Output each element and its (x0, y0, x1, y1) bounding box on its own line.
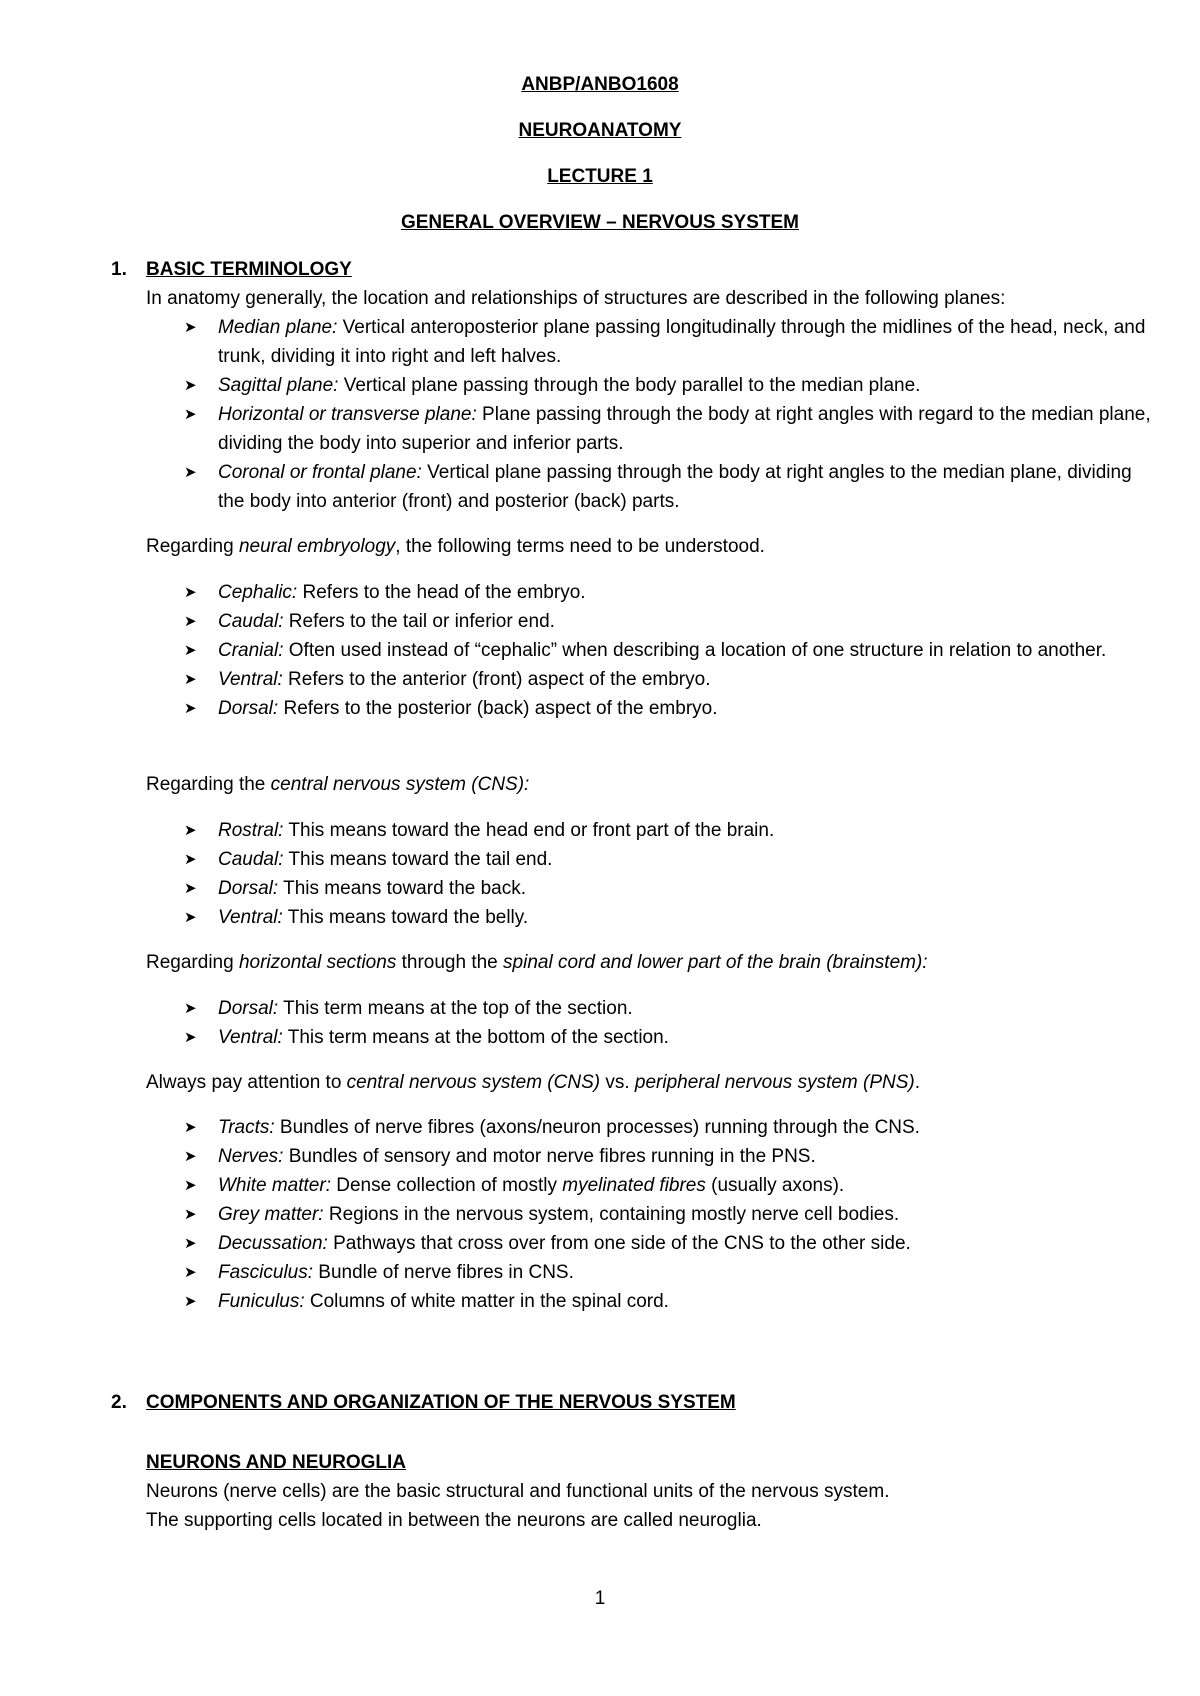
list-item (146, 1142, 1156, 1171)
term: Caudal: (218, 611, 284, 632)
term: Cephalic: (218, 582, 298, 603)
definition: Dense collection of mostly (330, 1175, 563, 1196)
list-item (146, 1287, 1156, 1316)
subject-heading: NEUROANATOMY (518, 120, 682, 141)
list-item (146, 694, 1156, 723)
horizontal-sections-intro (146, 948, 1156, 977)
arrow-bullet-icon: ➤ (184, 880, 197, 897)
definition: Bundles of sensory and motor nerve fibres running in the PNS. (283, 1146, 816, 1167)
arrow-bullet-icon: ➤ (184, 406, 197, 423)
cns-pns-list (146, 1113, 1156, 1316)
term: Caudal: (218, 849, 284, 870)
neurons-line-2: The supporting cells located in between the neurons are called neuroglia. (146, 1510, 762, 1531)
neurons-line-1: Neurons (nerve cells) are the basic structural and functional units of the nervous system. (146, 1481, 890, 1502)
lecture-heading: LECTURE 1 (547, 166, 653, 187)
arrow-bullet-icon: ➤ (184, 1177, 197, 1194)
section-2-title: COMPONENTS AND ORGANIZATION OF THE NERVOUS SYSTEM (146, 1392, 736, 1413)
definition: This term means at the top of the section. (278, 998, 633, 1019)
text-fragment: Always pay attention to (146, 1072, 347, 1093)
definition: Vertical anteroposterior plane passing longitudinally through the midlines of the head, neck, and trunk, dividing it into right and left halves. (218, 317, 1146, 367)
list-item (146, 578, 1156, 607)
arrow-bullet-icon: ➤ (184, 909, 197, 926)
arrow-bullet-icon: ➤ (184, 642, 197, 659)
list-item (146, 636, 1156, 665)
section-1-title: BASIC TERMINOLOGY (146, 259, 352, 280)
term: Rostral: (218, 820, 284, 841)
horizontal-sections-list (146, 994, 1156, 1052)
definition: Pathways that cross over from one side of the CNS to the other side. (327, 1233, 911, 1254)
term: Dorsal: (218, 998, 279, 1019)
page-number: 1 (594, 1588, 606, 1609)
emphasis: peripheral nervous system (PNS) (634, 1072, 915, 1093)
cns-pns-intro (146, 1068, 1156, 1097)
arrow-bullet-icon: ➤ (184, 377, 197, 394)
term: Ventral: (218, 669, 283, 690)
arrow-bullet-icon: ➤ (184, 851, 197, 868)
term: Fasciculus: (218, 1262, 314, 1283)
list-item (146, 874, 1156, 903)
term: Tracts: (218, 1117, 275, 1138)
definition: This means toward the belly. (282, 907, 529, 928)
text-fragment: vs. (600, 1072, 635, 1093)
arrow-bullet-icon: ➤ (184, 1206, 197, 1223)
definition: Regions in the nervous system, containing mostly nerve cell bodies. (323, 1204, 900, 1225)
definition: This means toward the head end or front part of the brain. (283, 820, 775, 841)
term: Decussation: (218, 1233, 328, 1254)
text-fragment: Regarding the (146, 774, 271, 795)
arrow-bullet-icon: ➤ (184, 319, 197, 336)
term: Dorsal: (218, 698, 279, 719)
section-1-number: 1. (111, 259, 127, 280)
list-item (146, 607, 1156, 636)
list-item (146, 845, 1156, 874)
text-fragment: Regarding (146, 952, 239, 973)
embryology-intro (146, 532, 1156, 561)
embryology-list (146, 578, 1156, 723)
definition: Plane passing through the body at right angles with regard to the median plane, dividing the body into superior and inferior parts. (218, 404, 1151, 454)
arrow-bullet-icon: ➤ (184, 822, 197, 839)
list-item (146, 816, 1156, 845)
emphasis: neural embryology (238, 536, 396, 557)
list-item (146, 1258, 1156, 1287)
term: Dorsal: (218, 878, 279, 899)
term: White matter: (218, 1175, 331, 1196)
text-fragment: , the following terms need to be understood. (395, 536, 765, 557)
definition: Bundle of nerve fibres in CNS. (313, 1262, 574, 1283)
arrow-bullet-icon: ➤ (184, 1029, 197, 1046)
term: Ventral: (218, 907, 283, 928)
cns-list (146, 816, 1156, 932)
term: Nerves: (218, 1146, 284, 1167)
definition: Columns of white matter in the spinal cord. (304, 1291, 669, 1312)
term: Grey matter: (218, 1204, 324, 1225)
list-item (146, 994, 1156, 1023)
text-fragment: through the (396, 952, 504, 973)
term: Horizontal or transverse plane: (218, 404, 477, 425)
term: Cranial: (218, 640, 284, 661)
emphasis: horizontal sections (238, 952, 397, 973)
arrow-bullet-icon: ➤ (184, 671, 197, 688)
definition: Refers to the anterior (front) aspect of the embryo. (282, 669, 711, 690)
term: Sagittal plane: (218, 375, 339, 396)
arrow-bullet-icon: ➤ (184, 1264, 197, 1281)
definition: Refers to the head of the embryo. (297, 582, 586, 603)
list-item (146, 1171, 1156, 1200)
arrow-bullet-icon: ➤ (184, 1235, 197, 1252)
term: Median plane: (218, 317, 338, 338)
definition: Vertical plane passing through the body at right angles to the median plane, dividing the body into anterior (front) and posterior (back) parts. (218, 462, 1132, 512)
definition: Often used instead of “cephalic” when describing a location of one structure in relation to another. (283, 640, 1107, 661)
arrow-bullet-icon: ➤ (184, 584, 197, 601)
definition: (usually axons). (705, 1175, 845, 1196)
arrow-bullet-icon: ➤ (184, 613, 197, 630)
emphasis: myelinated fibres (562, 1175, 706, 1196)
definition: This means toward the back. (278, 878, 527, 899)
arrow-bullet-icon: ➤ (184, 700, 197, 717)
term: Ventral: (218, 1027, 283, 1048)
course-code: ANBP/ANBO1608 (521, 74, 679, 95)
arrow-bullet-icon: ➤ (184, 1119, 197, 1136)
list-item (146, 1113, 1156, 1142)
definition: Vertical plane passing through the body parallel to the median plane. (338, 375, 921, 396)
term: Funiculus: (218, 1291, 305, 1312)
planes-list (146, 313, 1156, 516)
page-title: GENERAL OVERVIEW – NERVOUS SYSTEM (400, 212, 800, 233)
list-item (146, 665, 1156, 694)
section-2-number: 2. (111, 1392, 127, 1413)
emphasis: spinal cord and lower part of the brain (brainstem): (503, 952, 928, 973)
list-item (146, 400, 1156, 458)
planes-intro: In anatomy generally, the location and relationships of structures are described in the following planes: (146, 288, 1006, 309)
term: Coronal or frontal plane: (218, 462, 422, 483)
definition: This term means at the bottom of the section. (282, 1027, 669, 1048)
text-fragment: Regarding (146, 536, 239, 557)
arrow-bullet-icon: ➤ (184, 1148, 197, 1165)
emphasis: central nervous system (CNS) (346, 1072, 601, 1093)
definition: This means toward the tail end. (283, 849, 553, 870)
definition: Bundles of nerve fibres (axons/neuron processes) running through the CNS. (274, 1117, 920, 1138)
definition: Refers to the posterior (back) aspect of the embryo. (278, 698, 718, 719)
list-item (146, 1023, 1156, 1052)
subsection-title: NEURONS AND NEUROGLIA (146, 1452, 407, 1473)
definition: Refers to the tail or inferior end. (283, 611, 555, 632)
arrow-bullet-icon: ➤ (184, 1293, 197, 1310)
cns-intro (146, 770, 1156, 799)
emphasis: central nervous system (CNS): (270, 774, 530, 795)
list-item (146, 1200, 1156, 1229)
list-item (146, 371, 1156, 400)
arrow-bullet-icon: ➤ (184, 464, 197, 481)
list-item (146, 313, 1156, 371)
arrow-bullet-icon: ➤ (184, 1000, 197, 1017)
list-item (146, 1229, 1156, 1258)
list-item (146, 458, 1156, 516)
list-item (146, 903, 1156, 932)
text-fragment: . (914, 1072, 921, 1093)
